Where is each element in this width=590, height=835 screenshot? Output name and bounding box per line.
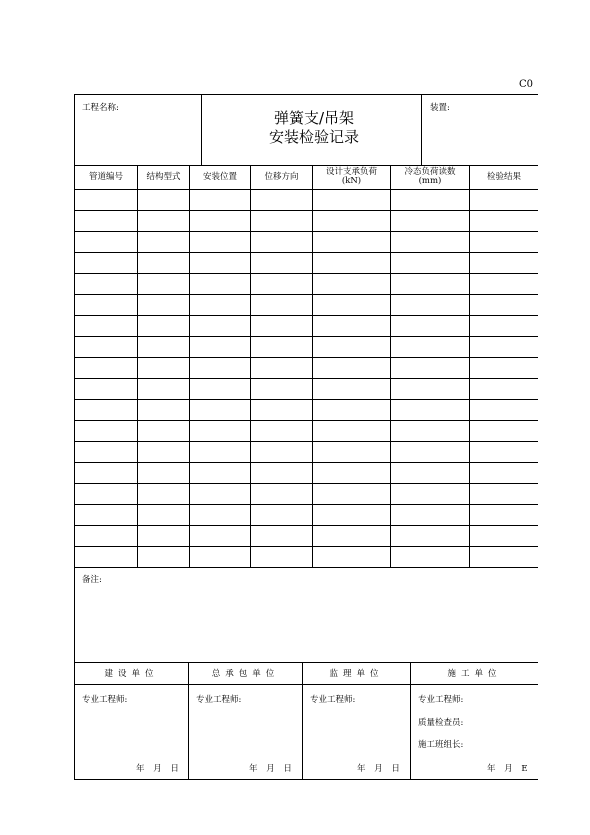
table-cell[interactable] — [251, 463, 312, 483]
table-cell[interactable] — [190, 274, 250, 294]
table-cell[interactable] — [391, 484, 469, 504]
table-cell[interactable] — [190, 442, 250, 462]
table-cell[interactable] — [470, 232, 538, 252]
table-cell[interactable] — [138, 484, 189, 504]
unit-general-contractor: 总承包单位 — [211, 669, 280, 679]
table-cell[interactable] — [251, 547, 312, 567]
table-cell[interactable] — [313, 526, 390, 546]
table-cell[interactable] — [313, 379, 390, 399]
form-title — [201, 109, 427, 147]
table-cell[interactable] — [138, 190, 189, 210]
table-cell[interactable] — [75, 547, 137, 567]
table-cell[interactable] — [391, 379, 469, 399]
table-cell[interactable] — [251, 337, 312, 357]
table-cell[interactable] — [190, 253, 250, 273]
table-cell[interactable] — [138, 211, 189, 231]
table-cell[interactable] — [190, 484, 250, 504]
table-cell[interactable] — [391, 211, 469, 231]
table-cell[interactable] — [251, 232, 312, 252]
remarks-label: 备注: — [82, 575, 102, 585]
supervision-engineer-label: 专业工程师: — [310, 695, 356, 705]
table-cell[interactable] — [391, 442, 469, 462]
table-cell[interactable] — [391, 295, 469, 315]
table-cell[interactable] — [313, 211, 390, 231]
table-cell[interactable] — [251, 421, 312, 441]
col-header-structure-type: 结构型式 — [146, 171, 181, 182]
table-cell[interactable] — [391, 274, 469, 294]
table-cell[interactable] — [391, 400, 469, 420]
table-cell[interactable] — [75, 463, 137, 483]
table-cell[interactable] — [75, 253, 137, 273]
table-cell[interactable] — [251, 295, 312, 315]
table-cell[interactable] — [138, 295, 189, 315]
table-cell[interactable] — [251, 400, 312, 420]
table-cell[interactable] — [190, 295, 250, 315]
table-cell[interactable] — [470, 463, 538, 483]
col-header-pipe-no: 管道编号 — [88, 171, 123, 182]
table-cell[interactable] — [190, 358, 250, 378]
table-cell[interactable] — [470, 421, 538, 441]
table-cell[interactable] — [391, 421, 469, 441]
table-cell[interactable] — [391, 463, 469, 483]
team-leader-label: 施工班组长: — [418, 740, 464, 750]
table-cell[interactable] — [190, 505, 250, 525]
table-cell[interactable] — [251, 190, 312, 210]
form-title-line1: 弹簧支/吊架 — [273, 109, 355, 127]
table-cell[interactable] — [190, 232, 250, 252]
table-cell[interactable] — [313, 463, 390, 483]
table-cell[interactable] — [391, 337, 469, 357]
table-cell[interactable] — [75, 211, 137, 231]
quality-inspector-label: 质量检查员: — [418, 718, 464, 728]
table-cell[interactable] — [251, 505, 312, 525]
supervision-date: 年 月 日 — [357, 764, 400, 774]
table-cell[interactable] — [75, 379, 137, 399]
table-cell[interactable] — [138, 463, 189, 483]
table-cell[interactable] — [251, 274, 312, 294]
project-name-label: 工程名称: — [82, 103, 119, 113]
table-cell[interactable] — [470, 274, 538, 294]
owner-date: 年 月 日 — [136, 764, 179, 774]
col-header-install-position: 安装位置 — [202, 171, 237, 182]
table-cell[interactable] — [470, 295, 538, 315]
table-cell[interactable] — [190, 400, 250, 420]
device-label: 装置: — [430, 103, 450, 113]
table-cell[interactable] — [391, 547, 469, 567]
table-cell[interactable] — [75, 421, 137, 441]
table-cell[interactable] — [313, 316, 390, 336]
table-cell[interactable] — [138, 253, 189, 273]
table-cell[interactable] — [251, 484, 312, 504]
table-cell[interactable] — [190, 526, 250, 546]
table-cell[interactable] — [251, 253, 312, 273]
unit-owner: 建设单位 — [104, 669, 159, 679]
table-cell[interactable] — [251, 211, 312, 231]
table-cell[interactable] — [75, 526, 137, 546]
table-cell[interactable] — [138, 400, 189, 420]
table-cell[interactable] — [75, 316, 137, 336]
table-cell[interactable] — [313, 505, 390, 525]
table-cell[interactable] — [75, 400, 137, 420]
contractor-date: 年 月 日 — [249, 764, 292, 774]
table-cell[interactable] — [75, 274, 137, 294]
table-cell[interactable] — [138, 274, 189, 294]
table-cell[interactable] — [138, 421, 189, 441]
table-cell[interactable] — [391, 316, 469, 336]
table-cell[interactable] — [470, 547, 538, 567]
table-cell[interactable] — [391, 505, 469, 525]
table-cell[interactable] — [190, 316, 250, 336]
grid-line-row — [75, 567, 538, 568]
construction-date: 年 月 E — [487, 764, 528, 774]
form-title-line2: 安装检验记录 — [268, 128, 359, 146]
table-cell[interactable] — [251, 358, 312, 378]
contractor-engineer-label: 专业工程师: — [196, 695, 242, 705]
table-cell[interactable] — [251, 316, 312, 336]
col-header-displacement-direction: 位移方向 — [264, 171, 299, 182]
table-cell[interactable] — [313, 274, 390, 294]
table-cell[interactable] — [313, 484, 390, 504]
table-cell[interactable] — [470, 337, 538, 357]
table-cell[interactable] — [138, 337, 189, 357]
table-cell[interactable] — [251, 442, 312, 462]
table-cell[interactable] — [75, 442, 137, 462]
col-header-inspection-result: 检验结果 — [486, 171, 521, 182]
table-cell[interactable] — [313, 190, 390, 210]
table-cell[interactable] — [190, 463, 250, 483]
table-cell[interactable] — [75, 337, 137, 357]
table-cell[interactable] — [313, 358, 390, 378]
table-cell[interactable] — [313, 295, 390, 315]
table-cell[interactable] — [391, 190, 469, 210]
table-cell[interactable] — [313, 442, 390, 462]
table-cell[interactable] — [470, 253, 538, 273]
table-cell[interactable] — [470, 316, 538, 336]
table-cell[interactable] — [138, 526, 189, 546]
table-cell[interactable] — [75, 358, 137, 378]
table-cell[interactable] — [75, 232, 137, 252]
table-cell[interactable] — [470, 190, 538, 210]
table-cell[interactable] — [75, 484, 137, 504]
table-cell[interactable] — [75, 505, 137, 525]
table-cell[interactable] — [470, 358, 538, 378]
table-cell[interactable] — [190, 211, 250, 231]
table-cell[interactable] — [251, 526, 312, 546]
table-cell[interactable] — [313, 337, 390, 357]
col-header-design-load: 设计支承负荷 (kN) — [325, 167, 377, 186]
table-cell[interactable] — [470, 526, 538, 546]
unit-construction: 施工单位 — [447, 669, 502, 679]
unit-supervision: 监理单位 — [329, 669, 384, 679]
table-cell[interactable] — [251, 379, 312, 399]
table-cell[interactable] — [391, 526, 469, 546]
table-cell[interactable] — [190, 337, 250, 357]
table-cell[interactable] — [190, 190, 250, 210]
table-cell[interactable] — [138, 316, 189, 336]
table-cell[interactable] — [470, 379, 538, 399]
table-cell[interactable] — [138, 358, 189, 378]
owner-engineer-label: 专业工程师: — [82, 695, 128, 705]
table-cell[interactable] — [470, 400, 538, 420]
inspection-form — [74, 94, 538, 780]
table-cell[interactable] — [138, 379, 189, 399]
table-cell[interactable] — [190, 379, 250, 399]
table-cell[interactable] — [190, 421, 250, 441]
table-cell[interactable] — [313, 232, 390, 252]
table-cell[interactable] — [470, 211, 538, 231]
table-cell[interactable] — [190, 547, 250, 567]
table-cell[interactable] — [138, 547, 189, 567]
table-cell[interactable] — [391, 358, 469, 378]
col-header-cold-load-reading: 冷态负荷读数 (mm) — [404, 167, 456, 186]
table-cell[interactable] — [391, 253, 469, 273]
table-cell[interactable] — [138, 505, 189, 525]
form-code: C0 — [519, 79, 534, 90]
table-cell[interactable] — [313, 253, 390, 273]
table-cell[interactable] — [138, 442, 189, 462]
table-cell[interactable] — [470, 484, 538, 504]
table-cell[interactable] — [313, 547, 390, 567]
table-cell[interactable] — [313, 421, 390, 441]
table-cell[interactable] — [75, 295, 137, 315]
table-cell[interactable] — [470, 505, 538, 525]
table-cell[interactable] — [470, 442, 538, 462]
table-cell[interactable] — [391, 232, 469, 252]
table-cell[interactable] — [313, 400, 390, 420]
table-cell[interactable] — [75, 190, 137, 210]
construction-engineer-label: 专业工程师: — [418, 695, 464, 705]
table-cell[interactable] — [138, 232, 189, 252]
